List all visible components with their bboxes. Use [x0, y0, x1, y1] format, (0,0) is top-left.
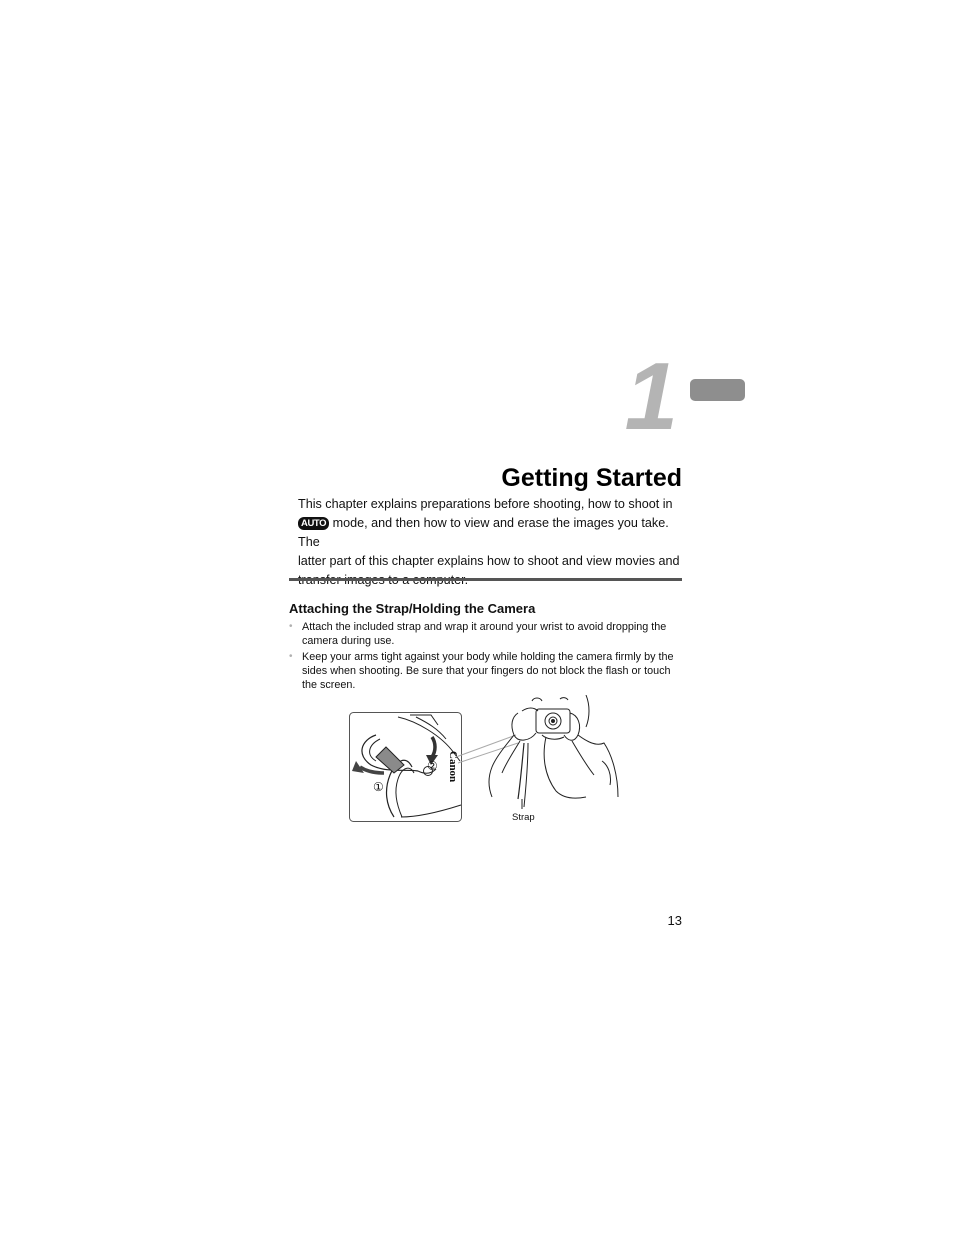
chapter-number: 1: [624, 343, 678, 450]
intro-line-1: This chapter explains preparations before shooting, how to shoot in: [298, 497, 673, 511]
list-item: [289, 650, 685, 692]
intro-line-2-text: mode, and then how to view and erase the images you take. The: [298, 516, 669, 549]
section-heading: Attaching the Strap/Holding the Camera: [289, 601, 536, 616]
step-2-label: ②: [427, 759, 438, 773]
inset-frame: [350, 713, 462, 822]
strap-illustration-svg: [346, 695, 646, 830]
strap-illustration: [346, 695, 646, 835]
list-item: [289, 620, 685, 648]
strap-label: Strap: [512, 812, 535, 823]
strap-hanging: [518, 743, 524, 799]
bullet-icon: •: [289, 651, 293, 662]
bullet-list: [289, 620, 685, 694]
intro-line-2: [298, 514, 688, 552]
person-holding-camera: [489, 695, 618, 807]
bullet-text: Keep your arms tight against your body while holding the camera firmly by the sides when shooting. Be sure that your fingers do not block the flash or touch the screen.: [302, 651, 674, 691]
step-1-label: ①: [373, 780, 384, 794]
page-number: 13: [667, 913, 682, 928]
auto-mode-icon: AUTO: [298, 517, 329, 530]
intro-line-3: latter part of this chapter explains how to shoot and view movies and: [298, 554, 680, 568]
section-divider: [289, 578, 682, 581]
intro-paragraph: [298, 495, 688, 590]
bullet-text: Attach the included strap and wrap it around your wrist to avoid dropping the camera during use.: [302, 621, 667, 647]
bullet-icon: •: [289, 621, 293, 632]
chapter-title: Getting Started: [501, 464, 682, 492]
camera-brand-logo: Canon: [447, 751, 459, 783]
chapter-tab-marker: [690, 379, 745, 401]
